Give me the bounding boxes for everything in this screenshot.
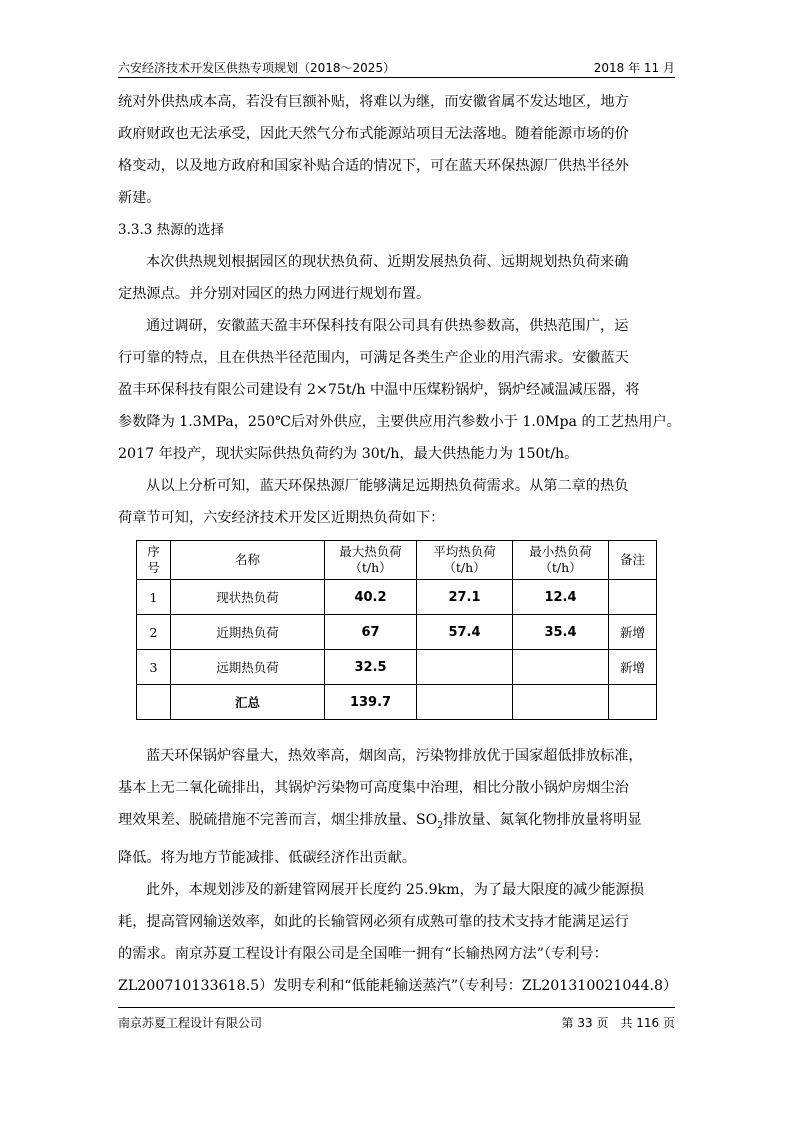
heat-load-table — [136, 540, 657, 720]
table-total-row — [137, 685, 657, 720]
paragraph-line: ZL200710133618.5）发明专利和“低能耗输送蒸汽”（专利号：ZL201310021044.8） — [118, 977, 678, 994]
table-row — [137, 615, 657, 650]
cell-min — [513, 650, 609, 685]
paragraph-line: 此外，本规划涉及的新建管网展开长度约 25.9km，为了最大限度的减少能源损 — [146, 881, 644, 898]
paragraph-line: 从以上分析可知，蓝天环保热源厂能够满足远期热负荷需求。从第二章的热负 — [146, 478, 629, 494]
paragraph-line: 基本上无二氧化硫排出，其锅炉污染物可高度集中治理，相比分散小锅炉房烟尘治 — [118, 780, 629, 796]
cell-note — [609, 580, 657, 615]
so2-formula: $SO_2$ — [415, 812, 444, 831]
table-row — [137, 580, 657, 615]
footer-rule — [118, 1007, 675, 1008]
header-min: 最小热负荷 （t/h） — [513, 541, 609, 580]
header-name: 名称 — [171, 541, 325, 580]
footer-company: 南京苏夏工程设计有限公司 — [118, 1016, 263, 1030]
paragraph-line: 耗，提高管网输送效率，如此的长输管网必须有成熟可靠的技术支持才能满足运行 — [118, 913, 629, 930]
table-header-row — [137, 541, 657, 580]
cell-empty — [513, 685, 609, 720]
cell-note: 新增 — [609, 650, 657, 685]
section-heading: 3.3.3 热源的选择 — [118, 222, 225, 238]
paragraph-line: 政府财政也无法承受，因此天然气分布式能源站项目无法落地。随着能源市场的价 — [118, 126, 629, 142]
header-rule — [118, 77, 675, 78]
paragraph-line: 参数降为 1.3MPa，250℃后对外供应，主要供应用汽参数小于 1.0Mpa 的工艺热用户。 — [118, 414, 681, 430]
paragraph-line: 理效果差、脱硫措施不完善而言，烟尘排放量、$SO_2$排放量、氮氧化物排放量将明显 — [118, 812, 642, 831]
cell-name: 近期热负荷 — [171, 615, 325, 650]
page-header — [118, 56, 675, 76]
cell-empty — [417, 685, 513, 720]
paragraph-line: 新建。 — [118, 190, 161, 206]
cell-seq: 1 — [137, 580, 171, 615]
cell-avg: 27.1 — [417, 580, 513, 615]
cell-min: 35.4 — [513, 615, 609, 650]
total-pages: 共 116 页 — [620, 1016, 675, 1030]
page-footer — [118, 1014, 675, 1031]
header-note: 备注 — [609, 541, 657, 580]
paragraph-line: 的需求。南京苏夏工程设计有限公司是全国唯一拥有“长输热网方法”（专利号： — [118, 945, 608, 962]
paragraph-line: 降低。将为地方节能减排、低碳经济作出贡献。 — [118, 849, 416, 866]
cell-seq — [137, 685, 171, 720]
cell-min: 12.4 — [513, 580, 609, 615]
cell-note: 新增 — [609, 615, 657, 650]
paragraph-line: 盈丰环保科技有限公司建设有 2×75t/h 中温中压煤粉锅炉，锅炉经减温减压器，将 — [118, 382, 640, 398]
paragraph-line: 蓝天环保锅炉容量大，热效率高，烟囱高，污染物排放优于国家超低排放标准， — [146, 748, 643, 764]
cell-name: 现状热负荷 — [171, 580, 325, 615]
page-number — [550, 1014, 675, 1031]
cell-empty — [609, 685, 657, 720]
cell-name: 远期热负荷 — [171, 650, 325, 685]
cell-max: 32.5 — [325, 650, 417, 685]
paragraph-line: 2017 年投产，现状实际供热负荷约为 30t/h，最大供热能力为 150t/h。 — [118, 446, 579, 462]
paragraph-line: 统对外供热成本高，若没有巨额补贴，将难以为继，而安徽省属不发达地区，地方 — [118, 94, 629, 110]
cell-total-label: 汇总 — [171, 685, 325, 720]
cell-max: 40.2 — [325, 580, 417, 615]
header-max: 最大热负荷 （t/h） — [325, 541, 417, 580]
header-date: 2018 年 11 月 — [593, 61, 675, 75]
header-title: 六安经济技术开发区供热专项规划（2018～2025） — [118, 61, 396, 75]
cell-seq: 3 — [137, 650, 171, 685]
paragraph-line: 本次供热规划根据园区的现状热负荷、近期发展热负荷、远期规划热负荷来确 — [146, 254, 629, 270]
cell-max: 67 — [325, 615, 417, 650]
cell-seq: 2 — [137, 615, 171, 650]
paragraph-line: 通过调研，安徽蓝天盈丰环保科技有限公司具有供热参数高，供热范围广，运 — [146, 318, 629, 334]
header-seq: 序 号 — [137, 541, 171, 580]
cell-avg: 57.4 — [417, 615, 513, 650]
paragraph-line: 荷章节可知，六安经济技术开发区近期热负荷如下： — [118, 510, 445, 526]
paragraph-line: 定热源点。并分别对园区的热力网进行规划布置。 — [118, 286, 431, 302]
table-row — [137, 650, 657, 685]
page-body — [118, 86, 681, 1002]
paragraph-line: 行可靠的特点，且在供热半径范围内，可满足各类生产企业的用汽需求。安徽蓝天 — [118, 350, 629, 366]
cell-total-max: 139.7 — [325, 685, 417, 720]
current-page: 第 33 页 — [561, 1016, 609, 1030]
header-avg: 平均热负荷 （t/h） — [417, 541, 513, 580]
paragraph-line: 格变动，以及地方政府和国家补贴合适的情况下，可在蓝天环保热源厂供热半径外 — [118, 158, 629, 174]
cell-avg — [417, 650, 513, 685]
